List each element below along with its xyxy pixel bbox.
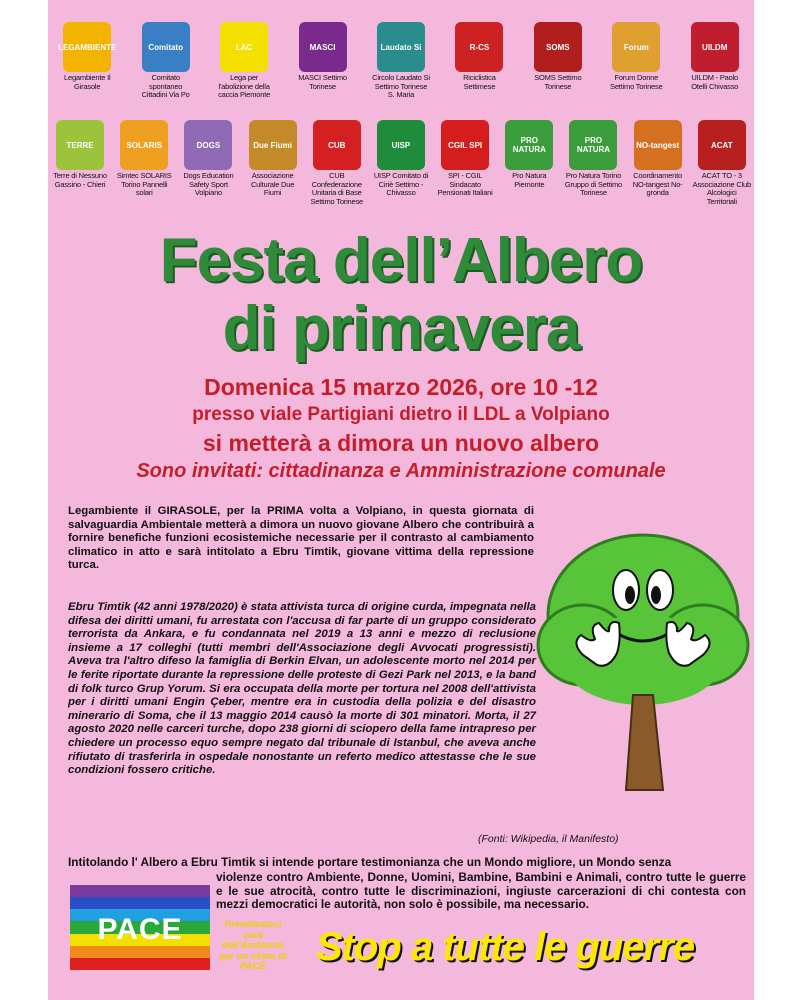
logo-caption: Riciclistica Settimese [463, 73, 496, 91]
logo-caption: Lega per l'abolizione della caccia Piemonte [218, 73, 271, 99]
bottom-logo-10 [692, 120, 752, 206]
logo-emblem: ACAT [698, 120, 746, 170]
logo-emblem: SOLARIS [120, 120, 168, 170]
logo-emblem: UISP [377, 120, 425, 170]
logo-emblem: TERRE [56, 120, 104, 170]
logo-emblem: LAC [220, 22, 268, 72]
logo-emblem: R-CS [455, 22, 503, 72]
pace-slogan: Prendiamoci cura dell'Ambiente per un clima di PACE [219, 919, 287, 972]
title-line-1: Festa dell’Albero [159, 226, 643, 295]
logo-caption: MASCI Settimo Torinese [298, 73, 347, 91]
tree-illustration [538, 515, 748, 810]
logo-emblem: Forum [612, 22, 660, 72]
tree-trunk [626, 695, 663, 790]
sources-note: (Fonti: Wikipedia, il Manifesto) [478, 833, 619, 845]
logo-emblem: Laudato Si [377, 22, 425, 72]
logo-emblem: CUB [313, 120, 361, 170]
logo-caption: Associazione Culturale Due Fiumi [250, 171, 295, 197]
date-line: Domenica 15 marzo 2026, ore 10 -12 [204, 374, 598, 400]
logo-caption: Coordinamento NO-tangest No-gronda [632, 171, 683, 197]
top-logo-8 [685, 22, 745, 100]
logo-emblem: PRO NATURA [569, 120, 617, 170]
top-logo-1 [136, 22, 196, 100]
bottom-logo-9 [628, 120, 688, 206]
pace-stripe [70, 946, 210, 958]
logo-row-top [48, 22, 754, 100]
logo-emblem: DOGS [184, 120, 232, 170]
logo-caption: Comitato spontaneo Cittadini Via Po [141, 73, 190, 99]
bottom-logo-4 [307, 120, 367, 206]
bottom-logo-3 [243, 120, 303, 206]
top-logo-4 [371, 22, 431, 100]
location-line: presso viale Partigiani dietro il LDL a Volpiano [192, 404, 610, 425]
logo-row-bottom [48, 120, 754, 206]
action-line: si metterà a dimora un nuovo albero [202, 430, 600, 456]
logo-emblem: Due Fiumi [249, 120, 297, 170]
bottom-logo-2 [178, 120, 238, 206]
poster [48, 0, 754, 1000]
logo-caption: SOMS Settimo Torinese [534, 73, 582, 91]
bottom-logo-0 [50, 120, 110, 206]
logo-emblem: NO-tangest [634, 120, 682, 170]
invite-line: Sono invitati: cittadinanza e Amministrazione comunale [136, 460, 666, 482]
logo-caption: UILDM - Paolo Otelli Chivasso [691, 73, 739, 91]
top-logo-7 [606, 22, 666, 100]
logo-emblem: LEGAMBIENTE [63, 22, 111, 72]
title-line-2: di primavera [222, 294, 580, 363]
logo-emblem: PRO NATURA [505, 120, 553, 170]
bottom-logo-6 [435, 120, 495, 206]
bottom-logo-7 [499, 120, 559, 206]
logo-emblem: SOMS [534, 22, 582, 72]
pace-stripe [70, 885, 210, 897]
bottom-logo-5 [371, 120, 431, 206]
logo-caption: Pro Natura Torino Gruppo di Settimo Torinese [564, 171, 622, 197]
tree-crown [538, 535, 748, 705]
logo-emblem: MASCI [299, 22, 347, 72]
logo-caption: ACAT TO - 3 Associazione Club Alcologici Territoriali [692, 171, 751, 206]
paragraph-intro: Legambiente il GIRASOLE, per la PRIMA volta a Volpiano, in questa giornata di salvaguardia Ambientale metterà a dimora un nuovo giovane Albero che contribuirà a fornire benefiche funzioni ecosistemiche necessarie per il contrasto al cambiamento climatico in atto e sarà intitolato a Ebru Timtik, giovane vittima della repressione turca. [68, 505, 534, 572]
bottom-logo-1 [114, 120, 174, 206]
top-logo-6 [528, 22, 588, 100]
logo-caption: Terre di Nessuno Gassino - Chieri [53, 171, 107, 189]
top-logo-5 [449, 22, 509, 100]
paragraph-dedication: violenze contro Ambiente, Donne, Uomini, Bambine, Bambini e Animali, contro tutte le guerre e le sue atrocità, contro tutte le discriminazioni, ingiuste carcerazioni di chi contesta con mezzi democratici le autorità, non solo è possibile, ma necessario. [216, 870, 746, 912]
logo-caption: Pro Natura Piemonte [512, 171, 547, 189]
top-logo-3 [293, 22, 353, 100]
pace-word: PACE [97, 913, 183, 946]
top-logo-0 [57, 22, 117, 100]
pace-stripe [70, 958, 210, 970]
logo-emblem: CGIL SPI [441, 120, 489, 170]
stop-war-slogan: Stop a tutte le guerre [316, 925, 695, 969]
logo-caption: SPI - CGIL Sindacato Pensionati Italiani [437, 171, 493, 197]
paragraph-dedication-first-line: Intitolando l' Albero a Ebru Timtik si intende portare testimonianza che un Mondo migliore, un Mondo senza [68, 855, 672, 869]
logo-caption: CUB Confederazione Unitaria di Base Settimo Torinese [310, 171, 364, 206]
pace-stripe [70, 897, 210, 909]
logo-caption: Circolo Laudato Si Settimo Torinese S. Maria [372, 73, 430, 99]
logo-caption: Forum Donne Settimo Torinese [610, 73, 663, 91]
logo-caption: UISP Comitato di Ciriè Settimo - Chivasso [373, 171, 429, 197]
logo-caption: Dogs Education Safety Sport Volpiano [183, 171, 234, 197]
bottom-logo-8 [563, 120, 623, 206]
paragraph-biography: Ebru Timtik (42 anni 1978/2020) è stata attivista turca di origine curda, impegnata nella difesa dei diritti umani, fu arrestata con l'accusa di far parte di un gruppo considerato terrorista da Ankara, e fu condannata nel 2019 a 13 anni e mezzo di reclusione insieme a 17 colleghi (tutti membri dell'Associazione degli Avvocati progressisti). Aveva tra l'altro difeso la famiglia di Berkin Elvan, un adolescente morto nel 2014 per le ferite riportate durante la repressione delle proteste di Gezi Park nel 2013, e la band di folk turco Grup Yorum. Si era occupata della morte per tortura nel 2008 dell'attivista per i diritti umani Engin Çeber, mentre era in custodia della polizia e del disastro minerario di Soma, che il 13 maggio 2014 causò la morte di 301 minatori. Morta, il 27 agosto 2020 nelle carceri turche, dopo 238 giorni di sciopero della fame intrapreso per chiedere un processo equo sempre negato dal tribunale di Istanbul, che aveva anche rifiutato di trasferirla in ospedale nonostante un referto medico attestasse che le sue condizioni fossero critiche. [68, 601, 536, 777]
top-logo-2 [214, 22, 274, 100]
logo-caption: Legambiente Il Girasole [64, 73, 111, 91]
logo-emblem: Comitato [142, 22, 190, 72]
logo-emblem: UILDM [691, 22, 739, 72]
logo-caption: Simtec SOLARIS Torino Pannelli solari [116, 171, 172, 197]
pace-flag [70, 885, 210, 970]
